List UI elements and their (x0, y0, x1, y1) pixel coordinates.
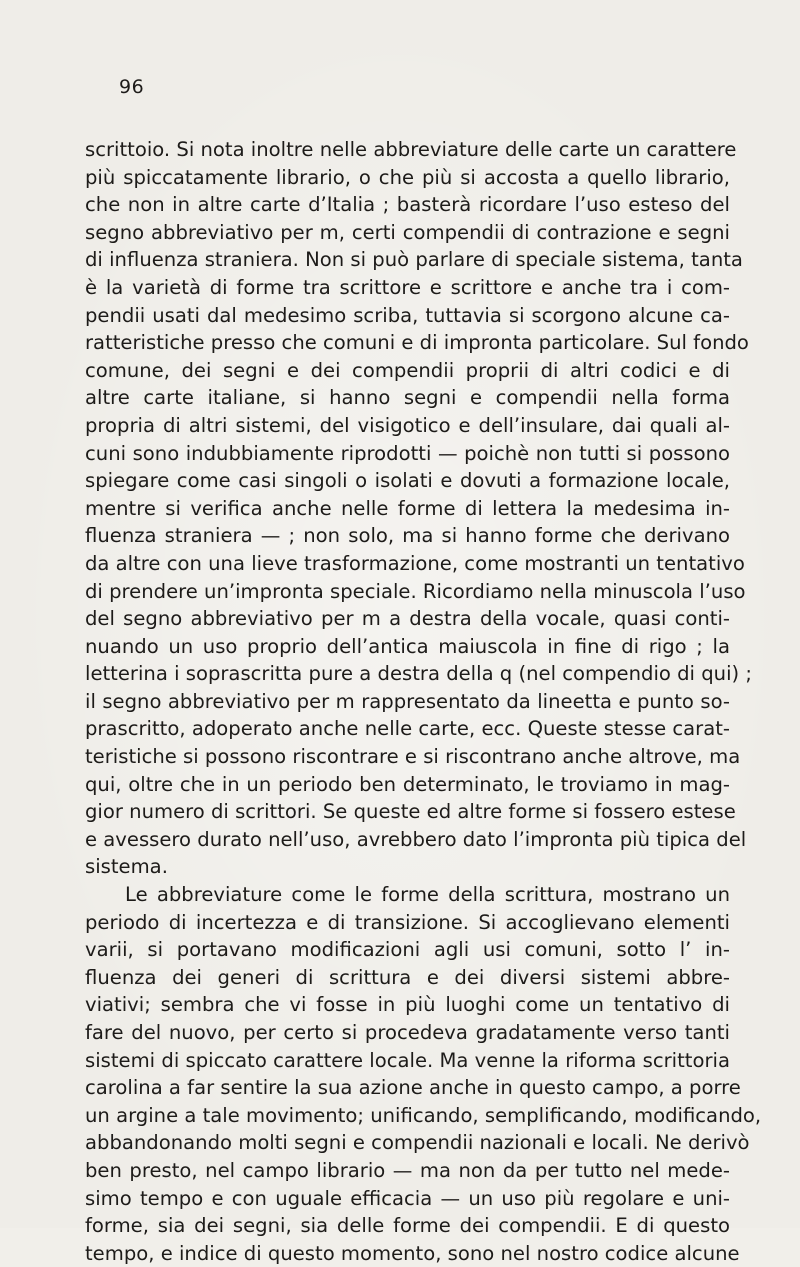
text-line: più spiccatamente librario, o che più si accosta a quello librario, (85, 165, 730, 189)
text-line: nuando un uso proprio dell’antica maiuscola in fine di rigo ; la (85, 634, 730, 658)
text-line: forme, sia dei segni, sia delle forme dei compendii. E di questo (85, 1214, 730, 1238)
text-line: ratteristiche presso che comuni e di impronta particolare. Sul fondo (85, 331, 749, 355)
text-line: scrittoio. Si nota inoltre nelle abbreviature delle carte un carattere (85, 138, 737, 161)
text-line: propria di altri sistemi, del visigotico e dell’insulare, dai quali al- (85, 413, 730, 437)
text-line: varii, si portavano modificazioni agli usi comuni, sotto l’ in- (85, 938, 730, 962)
page-number: 96 (119, 76, 145, 98)
text-line: gior numero di scrittori. Se queste ed altre forme si fossero estese (85, 800, 736, 824)
paragraph-2 (85, 881, 762, 1267)
body-text (85, 136, 762, 1267)
text-line: sistemi di spiccato carattere locale. Ma venne la riforma scrittoria (85, 1048, 730, 1072)
text-line: mentre si verifica anche nelle forme di lettera la medesima in- (85, 496, 730, 520)
text-line: segno abbreviativo per m, certi compendii di contrazione e segni (85, 220, 730, 244)
text-line: spiegare come casi singoli o isolati e dovuti a formazione locale, (85, 469, 730, 493)
text-line: pendii usati dal medesimo scriba, tuttavia si scorgono alcune ca- (85, 303, 730, 327)
text-line: prascritto, adoperato anche nelle carte, ecc. Queste stesse carat- (85, 717, 730, 741)
paragraph-1 (85, 136, 753, 881)
text-line: di influenza straniera. Non si può parlare di speciale sistema, tanta (85, 248, 743, 272)
text-line: da altre con una lieve trasformazione, come mostranti un tentativo (85, 551, 745, 575)
text-line: cuni sono indubbiamente riprodotti — poichè non tutti si possono (85, 441, 730, 465)
text-line: teristiche si possono riscontrare e si riscontrano anche altrove, ma (85, 745, 741, 769)
text-line: tempo, e indice di questo momento, sono nel nostro codice alcune (85, 1241, 740, 1265)
text-line: fare del nuovo, per certo si procedeva gradatamente verso tanti (85, 1021, 730, 1044)
text-line: Le abbreviature come le forme della scrittura, mostrano un (125, 883, 730, 907)
text-line: comune, dei segni e dei compendii proprii di altri codici e di (85, 358, 730, 382)
text-line: il segno abbreviativo per m rappresentato da lineetta e punto so- (85, 689, 730, 713)
text-line: del segno abbreviativo per m a destra della vocale, quasi conti- (85, 607, 730, 631)
text-line: è la varietà di forme tra scrittore e scrittore e anche tra i com- (85, 275, 730, 299)
text-line: letterina i soprascritta pure a destra della q (nel compendio di qui) ; (85, 662, 753, 686)
text-line: qui, oltre che in un periodo ben determinato, le troviamo in mag- (85, 772, 730, 796)
text-line: altre carte italiane, si hanno segni e compendii nella forma (85, 386, 730, 410)
text-line: sistema. (85, 855, 168, 879)
text-line: che non in altre carte d’Italia ; basterà ricordare l’uso esteso del (85, 193, 730, 217)
text-line: carolina a far sentire la sua azione anche in questo campo, a porre (85, 1076, 741, 1100)
text-line: abbandonando molti segni e compendii nazionali e locali. Ne derivò (85, 1131, 750, 1155)
text-line: ben presto, nel campo librario — ma non da per tutto nel mede- (85, 1158, 730, 1182)
text-line: simo tempo e con uguale efficacia — un uso più regolare e uni- (85, 1186, 730, 1210)
text-line: un argine a tale movimento; unificando, semplificando, modificando, (85, 1103, 762, 1127)
text-line: fluenza straniera — ; non solo, ma si hanno forme che derivano (85, 524, 730, 548)
text-line: di prendere un’impronta speciale. Ricordiamo nella minuscola l’uso (85, 579, 746, 603)
text-line: fluenza dei generi di scrittura e dei diversi sistemi abbre- (85, 965, 730, 989)
text-line: e avessero durato nell’uso, avrebbero dato l’impronta più tipica del (85, 827, 747, 851)
text-line: viativi; sembra che vi fosse in più luoghi come un tentativo di (85, 993, 730, 1017)
text-line: periodo di incertezza e di transizione. Si accoglievano elementi (85, 910, 730, 934)
